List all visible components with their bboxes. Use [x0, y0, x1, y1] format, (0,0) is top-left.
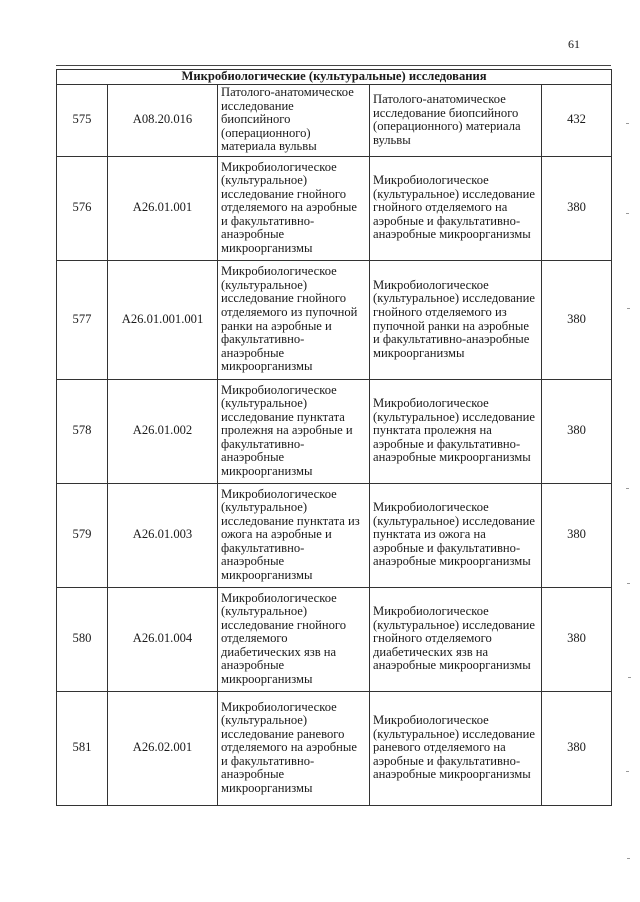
scan-speck [627, 858, 630, 859]
header-rule [56, 65, 611, 66]
scan-speck [627, 583, 630, 584]
table-row [57, 691, 612, 805]
service-description: Микробиологическое (культуральное) исследование гнойного отделяемого на аэробные и факультативно-анаэробные микроорганизмы [370, 156, 542, 260]
service-code: A26.02.001 [108, 691, 218, 805]
service-name: Микробиологическое (культуральное) исследование пунктата пролежня на аэробные и факультативно-анаэробные микроорганизмы [218, 379, 370, 483]
service-description: Микробиологическое (культуральное) исследование раневого отделяемого на аэробные и факультативно-анаэробные микроорганизмы [370, 691, 542, 805]
service-name: Микробиологическое (культуральное) исследование пунктата из ожога на аэробные и факультативно-анаэробные микроорганизмы [218, 483, 370, 587]
service-description: Микробиологическое (культуральное) исследование гнойного отделяемого диабетических язв на анаэробные микроорганизмы [370, 587, 542, 691]
row-number: 581 [57, 691, 108, 805]
scan-speck [626, 213, 629, 214]
service-price: 380 [542, 587, 612, 691]
scan-speck [627, 308, 630, 309]
price-table [56, 69, 612, 806]
row-number: 579 [57, 483, 108, 587]
table-row [57, 84, 612, 156]
table-row [57, 156, 612, 260]
service-price: 380 [542, 379, 612, 483]
row-number: 578 [57, 379, 108, 483]
section-title: Микробиологические (культуральные) исследования [57, 70, 612, 85]
service-name: Микробиологическое (культуральное) исследование гнойного отделяемого на аэробные и факультативно-анаэробные микроорганизмы [218, 156, 370, 260]
service-description: Микробиологическое (культуральное) исследование пунктата из ожога на аэробные и факультативно-анаэробные микроорганизмы [370, 483, 542, 587]
table-row [57, 260, 612, 379]
page-number: 61 [568, 37, 580, 51]
service-description: Патолого-анатомическое исследование биопсийного (операционного) материала вульвы [370, 84, 542, 156]
service-description: Микробиологическое (культуральное) исследование пунктата пролежня на аэробные и факультативно-анаэробные микроорганизмы [370, 379, 542, 483]
service-name: Микробиологическое (культуральное) исследование раневого отделяемого на аэробные и факультативно-анаэробные микроорганизмы [218, 691, 370, 805]
service-code: A26.01.002 [108, 379, 218, 483]
section-row [57, 70, 612, 85]
service-code: A08.20.016 [108, 84, 218, 156]
row-number: 577 [57, 260, 108, 379]
service-code: A26.01.001.001 [108, 260, 218, 379]
scan-speck [626, 771, 629, 772]
scan-speck [626, 488, 629, 489]
table-row [57, 587, 612, 691]
service-price: 432 [542, 84, 612, 156]
service-code: A26.01.004 [108, 587, 218, 691]
service-name: Патолого-анатомическое исследование биопсийного (операционного) материала вульвы [218, 84, 370, 156]
service-price: 380 [542, 260, 612, 379]
service-price: 380 [542, 156, 612, 260]
service-description: Микробиологическое (культуральное) исследование гнойного отделяемого из пупочной ранки на аэробные и факультативно-анаэробные микроорганизмы [370, 260, 542, 379]
row-number: 576 [57, 156, 108, 260]
service-price: 380 [542, 483, 612, 587]
row-number: 580 [57, 587, 108, 691]
service-code: A26.01.003 [108, 483, 218, 587]
service-code: A26.01.001 [108, 156, 218, 260]
service-name: Микробиологическое (культуральное) исследование гнойного отделяемого диабетических язв на анаэробные микроорганизмы [218, 587, 370, 691]
service-price: 380 [542, 691, 612, 805]
service-name: Микробиологическое (культуральное) исследование гнойного отделяемого из пупочной ранки на аэробные и факультативно-анаэробные микроорганизмы [218, 260, 370, 379]
table-row [57, 379, 612, 483]
scan-speck [628, 677, 631, 678]
scan-speck [626, 123, 629, 124]
table-row [57, 483, 612, 587]
row-number: 575 [57, 84, 108, 156]
